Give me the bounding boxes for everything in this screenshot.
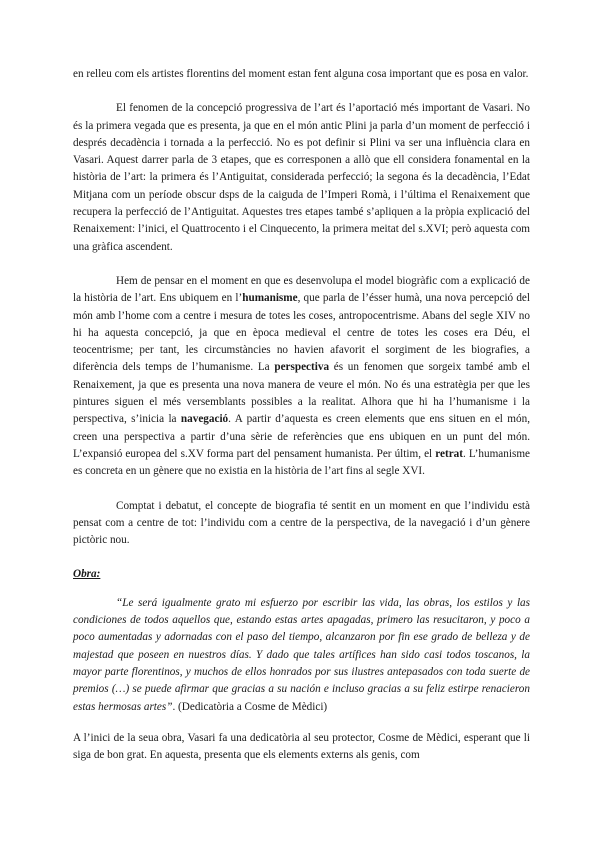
bold-term-navegacio: navegació	[180, 413, 229, 426]
dedication-quote	[73, 595, 530, 716]
paragraph-conclusion: Comptat i debatut, el concepte de biografia té sentit en un moment en que l’individu està pensat com a centre de tot: l’individu com a centre de la perspectiva, de la navegació i d’un gènere pictòric nou.	[73, 499, 530, 547]
bold-term-humanisme: humanisme	[242, 292, 298, 305]
paragraph-continuation: en relleu com els artistes florentins del moment estan fent alguna cosa important que es posa en valor.	[73, 68, 529, 80]
paragraph-humanism	[73, 273, 530, 481]
section-heading: Obra:	[73, 568, 101, 581]
text-segment: . A partir d’aquesta es creen elements que ens situen en el món, creen una perspectiva a partir d’una sèrie de referències que ens ubiquen en un punt del món. L’expansió europea del s.XV forma part del pensament humanista. Per últim, el	[73, 413, 530, 460]
paragraph-dedication: A l’inici de la seua obra, Vasari fa una dedicatòria al seu protector, Cosme de Mèdici, esperant que li siga de bon grat. En aquesta, presenta que els elements externs als genis, com	[73, 731, 530, 762]
text-segment: Hem de pensar en el moment en que es desenvolupa el model biogràfic com a explicació de la història de l’art. Ens ubiquem en l’	[73, 274, 530, 305]
paragraph-progressive-conception: El fenomen de la concepció progressiva de l’art és l’aportació més important de Vasari. No és la primera vegada que es presenta, ja que en el món antic Plini ja parla d’un moment de perfecció i després decadència i tornada a la perfecció. No es pot definir si Plini va ser una influència clara en Vasari. Aquest darrer parla de 3 etapes, que es corresponen a allò que ell considera fonamental en la història de l’art: la primera és l’Antiguitat, considerada perfecció; la segona és la decadència, l’Edat Mitjana com un període obscur dsps de la caiguda de l’Imperi Romà, i l’última el Renaixement que recupera la perfecció de l’Antiguitat. Aquestes tres etapes també s’apliquen a la pròpia explicació del Renaixement: l’inici, el Quattrocento i el Cinquecento, la primera meitat del s.XVI; però aquesta com una gràfica ascendent.	[73, 102, 530, 253]
bold-term-perspectiva: perspectiva	[274, 361, 330, 374]
bold-term-retrat: retrat	[435, 447, 463, 460]
quote-source: . (Dedicatòria a Cosme de Mèdici)	[172, 700, 328, 713]
text-segment: , que parla de l’ésser humà, una nova percepció del món amb l’home com a centre i mesura de totes les coses, antropocentrisme. Abans del segle XIV no hi ha aquesta concepció, ja que en època medieval el centre de totes les coses era Déu, el teocentrisme; per tant, les circumstàncies no havien afavorit el sorgiment de les biografies, a diferència dels temps de l’humanisme. La	[73, 292, 531, 374]
text-segment: . L’humanisme es concreta en un gènere que no existia en la història de l’art fins al segle XVI.	[73, 447, 530, 478]
document-page	[73, 66, 530, 764]
text-segment: és un fenomen que sorgeix també amb el Renaixement, ja que es presenta una nova manera de veure el món. No és una estratègia per que les pintures siguen el més versemblants possibles a la realitat. Alhora que hi ha l’humanisme i la perspectiva, s’inicia la	[73, 361, 531, 426]
quote-text: “Le será igualmente grato mi esfuerzo por escribir las vida, las obras, los estilos y las condiciones de todos aquellos que, estando estas artes apagadas, primero las resucitaron, y poco a poco aumentadas y adornadas con el paso del tiempo, alcanzaron por fin ese grado de belleza y de majestad que poseen en nuestros días. Y dado que tales artífices han sido casi todos toscanos, la mayor parte florentinos, y muchos de ellos honrados por sus ilustres antepasados con toda suerte de premios (…) se puede afirmar que gracias a su nación e incluso gracias a su feliz estirpe renacieron estas hermosas artes”	[73, 596, 530, 713]
